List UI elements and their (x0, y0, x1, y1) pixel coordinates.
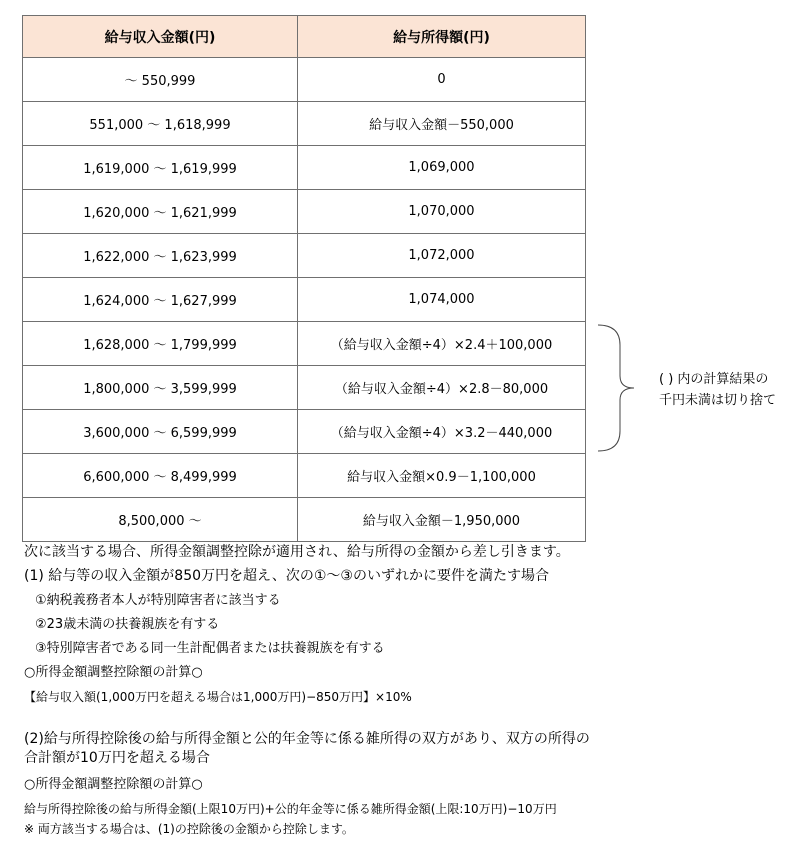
salary-income-amount-cell: 1,070,000 (298, 190, 586, 234)
table-row (23, 234, 586, 278)
case2-calc-title: ○所得金額調整控除額の計算○ (24, 777, 203, 792)
table-row (23, 322, 586, 366)
rounding-note-line-1: ( ) 内の計算結果の (659, 372, 769, 387)
salary-income-range-cell: 6,600,000 ～ 8,499,999 (23, 454, 298, 498)
salary-income-range-cell: ～ 550,999 (23, 58, 298, 102)
salary-income-amount-cell: 給与収入金額－1,950,000 (298, 498, 586, 542)
salary-income-range-cell: 1,624,000 ～ 1,627,999 (23, 278, 298, 322)
salary-income-range-cell: 1,800,000 ～ 3,599,999 (23, 366, 298, 410)
column-header-salary-income-amount: 給与所得額(円) (298, 16, 586, 58)
salary-income-amount-cell: 給与収入金額－550,000 (298, 102, 586, 146)
case1-calc-formula: 【給与収入額(1,000万円を超える場合は1,000万円)−850万円】×10% (24, 690, 412, 704)
case1-calc-title: ○所得金額調整控除額の計算○ (24, 665, 203, 680)
case1-item-3: ③特別障害者である同一生計配偶者または扶養親族を有する (35, 641, 385, 656)
salary-income-range-cell: 551,000 ～ 1,618,999 (23, 102, 298, 146)
salary-income-table (22, 15, 586, 542)
table-row (23, 410, 586, 454)
table-row (23, 278, 586, 322)
case1-item-1: ①納税義務者本人が特別障害者に該当する (35, 593, 281, 608)
table-row (23, 498, 586, 542)
footnote: ※ 両方該当する場合は、(1)の控除後の金額から控除します。 (24, 822, 354, 836)
table-row (23, 366, 586, 410)
salary-income-range-cell: 1,628,000 ～ 1,799,999 (23, 322, 298, 366)
salary-income-amount-cell: 1,069,000 (298, 146, 586, 190)
case2-calc-formula: 給与所得控除後の給与所得金額(上限10万円)+公的年金等に係る雑所得金額(上限:10万円)−10万円 (24, 802, 557, 816)
rounding-note-line-2: 千円未満は切り捨て (659, 393, 777, 408)
table-header-row (23, 16, 586, 58)
table-row (23, 102, 586, 146)
table-body (23, 58, 586, 542)
salary-income-range-cell: 3,600,000 ～ 6,599,999 (23, 410, 298, 454)
table-row (23, 454, 586, 498)
salary-income-amount-cell: 1,072,000 (298, 234, 586, 278)
rounding-note (659, 369, 776, 411)
column-header-salary-income: 給与収入金額(円) (23, 16, 298, 58)
salary-income-range-cell: 1,619,000 ～ 1,619,999 (23, 146, 298, 190)
intro-text: 次に該当する場合、所得金額調整控除が適用され、給与所得の金額から差し引きます。 (24, 544, 570, 560)
salary-income-amount-cell: （給与収入金額÷4）×2.4＋100,000 (298, 322, 586, 366)
salary-income-amount-cell: （給与収入金額÷4）×3.2－440,000 (298, 410, 586, 454)
salary-income-amount-cell: 0 (298, 58, 586, 102)
salary-income-amount-cell: （給与収入金額÷4）×2.8－80,000 (298, 366, 586, 410)
salary-income-range-cell: 8,500,000 ～ (23, 498, 298, 542)
case1-item-2: ②23歳未満の扶養親族を有する (35, 617, 220, 632)
table-row (23, 146, 586, 190)
table-row (23, 58, 586, 102)
case2-title-line-2: 合計額が10万円を超える場合 (24, 750, 210, 766)
curly-brace-path (598, 325, 634, 451)
salary-income-range-cell: 1,620,000 ～ 1,621,999 (23, 190, 298, 234)
salary-income-amount-cell: 給与収入金額×0.9－1,100,000 (298, 454, 586, 498)
case1-title: (1) 給与等の収入金額が850万円を超え、次の①～③のいずれかに要件を満たす場合 (24, 568, 549, 584)
salary-income-range-cell: 1,622,000 ～ 1,623,999 (23, 234, 298, 278)
case2-title-line-1: (2)給与所得控除後の給与所得金額と公的年金等に係る雑所得の双方があり、双方の所得の (24, 731, 590, 747)
salary-income-amount-cell: 1,074,000 (298, 278, 586, 322)
table-row (23, 190, 586, 234)
